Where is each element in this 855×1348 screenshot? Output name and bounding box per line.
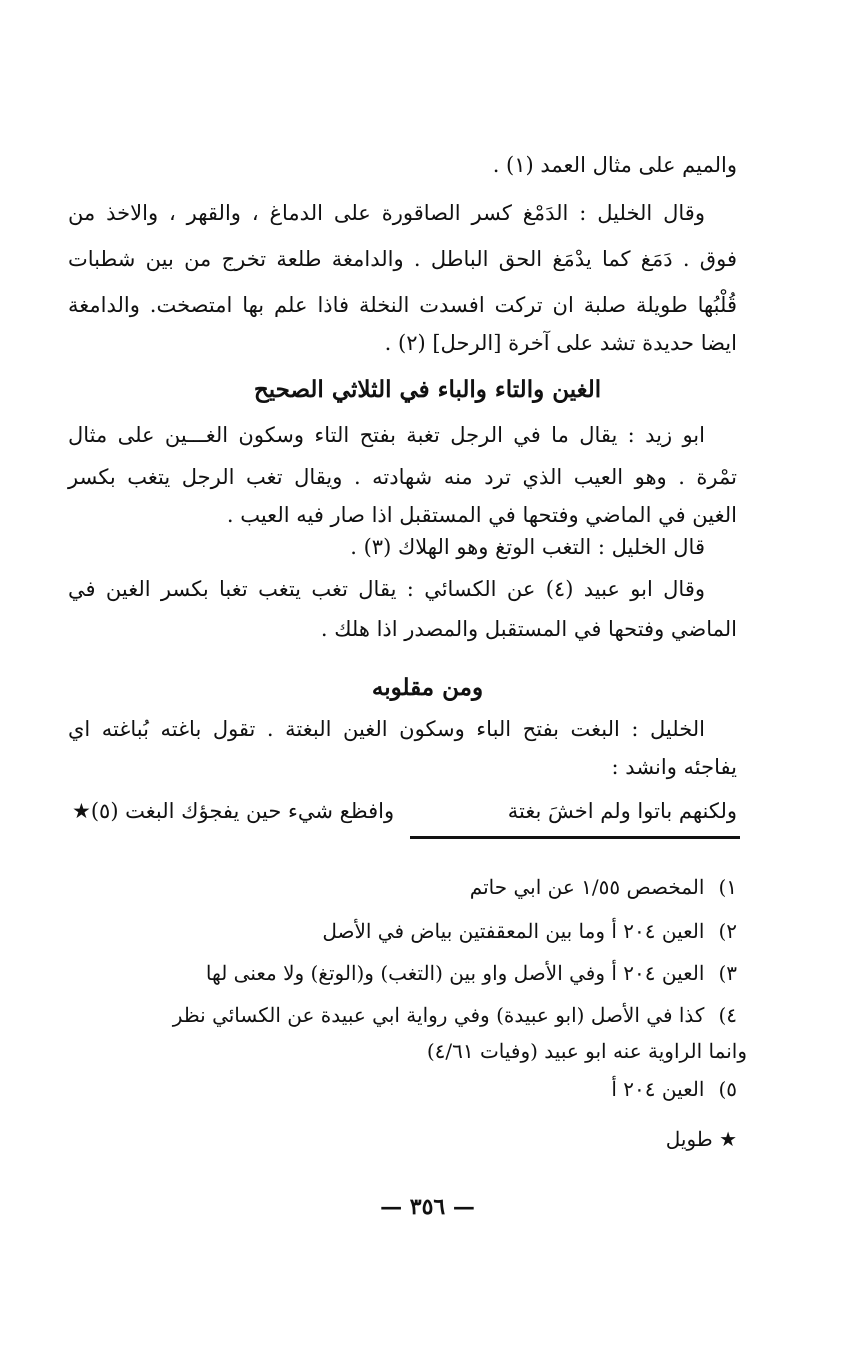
body-line: فوق . دَمَغ كما يدْمَغ الحق الباطل . والدامغة طلعة تخرج من بين شطبات: [68, 247, 737, 271]
footnote-text: المخصص ١/٥٥ عن ابي حاتم: [469, 875, 705, 899]
footnote-number: ١): [718, 875, 737, 899]
body-line: يفاجئه وانشد :: [611, 755, 737, 779]
footnote-number: ٤): [718, 1003, 737, 1027]
footnote-line: [76, 1000, 737, 1030]
footnote-text: ★ طويل: [665, 1127, 737, 1151]
body-line: ابو زيد : يقال ما في الرجل تغبة بفتح التاء وسكون الغـــين على مثال: [68, 423, 705, 447]
footnote-number: ٣): [718, 961, 737, 985]
body-line: والميم على مثال العمد (١) .: [492, 153, 737, 177]
footnote-text: العين ٢٠٤ أ وفي الأصل واو بين (التغب) و(الوتغ) ولا معنى لها: [205, 961, 705, 985]
body-line: ايضا حديدة تشد على آخرة [الرحل] (٢) .: [384, 331, 737, 355]
body-line: الغين في الماضي وفتحها في المستقبل اذا صار فيه العيب .: [226, 503, 737, 527]
footnote-line: [76, 1124, 737, 1154]
section-heading: الغين والتاء والباء في الثلاثي الصحيح: [253, 376, 602, 403]
body-line: قُلْبُها طويلة صلبة ان تركت افسدت النخلة فاذا علم بها امتصخت. والدامغة: [68, 293, 737, 317]
body-line: الماضي وفتحها في المستقبل والمصدر اذا هلك .: [320, 617, 737, 641]
footnote-separator: [410, 836, 740, 839]
footnote-line: [76, 916, 737, 946]
footnote-text: العين ٢٠٤ أ: [611, 1077, 705, 1101]
page-number: — ٣٥٦ —: [380, 1194, 475, 1220]
footnote-line: [76, 872, 737, 902]
body-line: وقال الخليل : الدَمْغ كسر الصاقورة على الدماغ ، والقهر ، والاخذ من: [68, 201, 705, 225]
footnote-number: ٥): [718, 1077, 737, 1101]
verse-hemistich-first: ولكنهم باتوا ولم اخشَ بغتة: [507, 799, 737, 823]
footnote-text: كذا في الأصل (ابو عبيدة) وفي رواية ابي عبيدة عن الكسائي نظر: [172, 1003, 705, 1027]
body-line: الخليل : البغت بفتح الباء وسكون الغين البغتة . تقول باغته بُباغته اي: [68, 717, 705, 741]
section-heading: ومن مقلوبه: [371, 674, 484, 701]
footnote-line: [76, 1036, 747, 1066]
poetry-verse: [72, 796, 737, 826]
footnote-text: العين ٢٠٤ أ وما بين المعقفتين بياض في الأصل: [322, 919, 705, 943]
footnote-line: [76, 958, 737, 988]
body-line: تمْرة . وهو العيب الذي ترد منه شهادته . ويقال تغب الرجل يتغب بكسر: [68, 465, 737, 489]
footnote-text: وانما الراوية عنه ابو عبيد (وفيات ٤/٦١): [426, 1039, 747, 1063]
verse-hemistich-second: وافظع شيء حين يفجؤك البغت (٥)★: [72, 799, 395, 823]
footnote-line: [76, 1074, 737, 1104]
footnote-number: ٢): [718, 919, 737, 943]
body-line: قال الخليل : التغب الوتغ وهو الهلاك (٣) .: [350, 535, 705, 559]
body-line: وقال ابو عبيد (٤) عن الكسائي : يقال تغب يتغب تغبا بكسر الغين في: [68, 577, 706, 601]
